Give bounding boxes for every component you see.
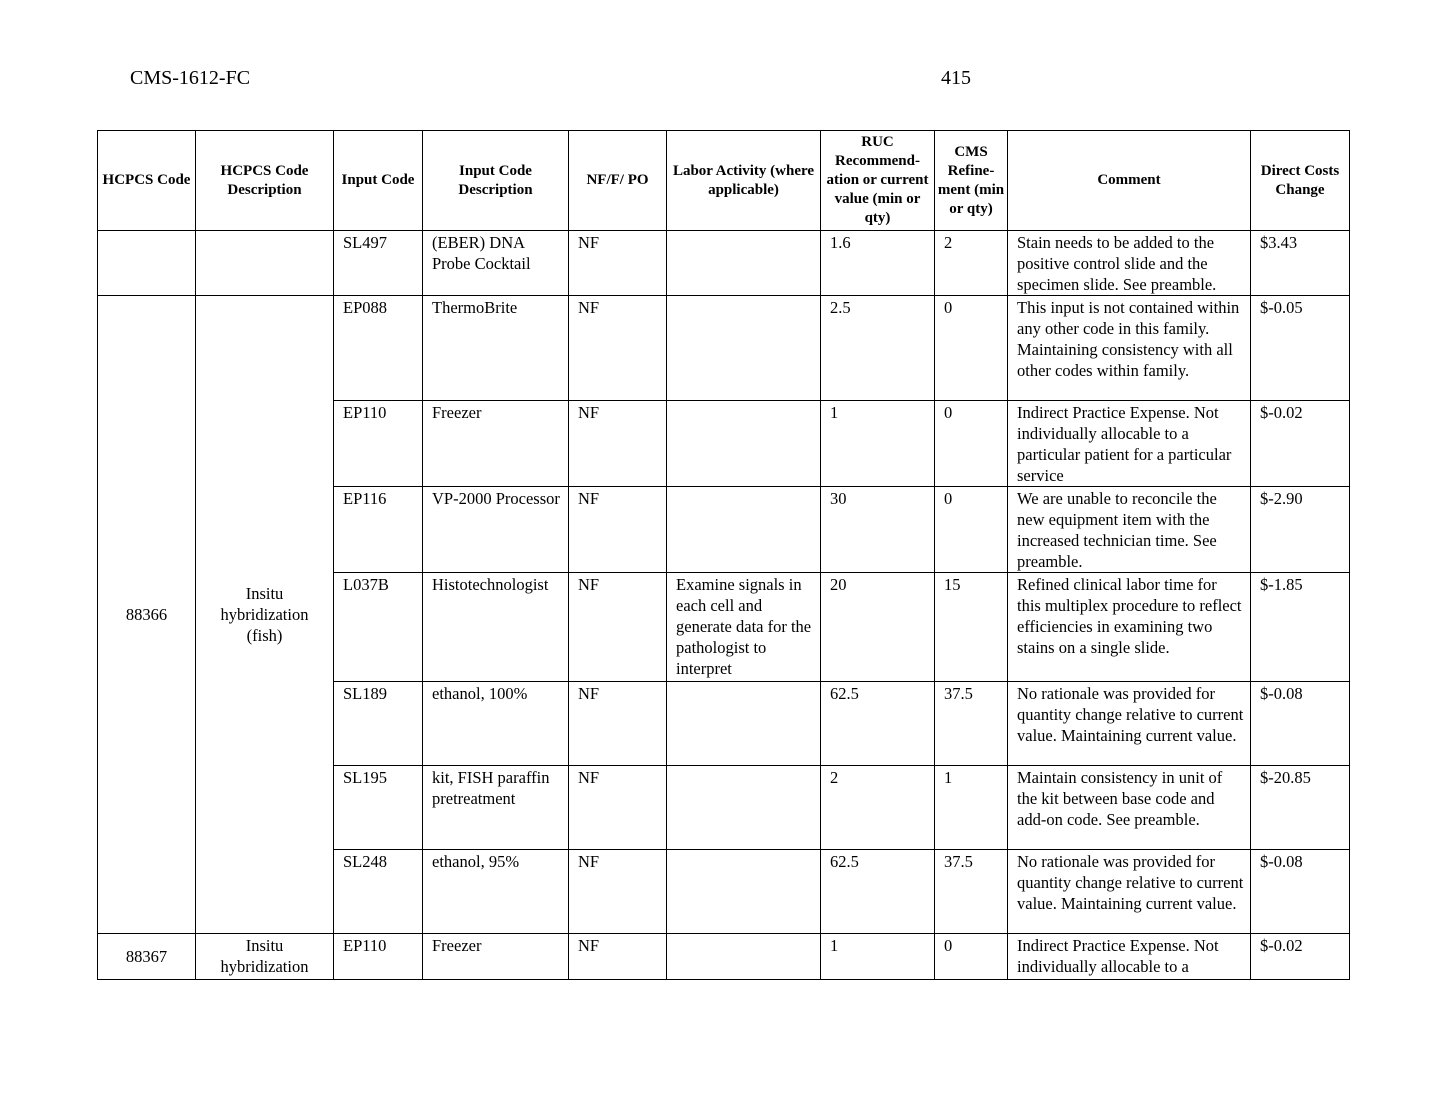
nf-f-po-cell: NF	[569, 766, 667, 850]
comment-cell: Stain needs to be added to the positive control slide and the specimen slide. See preamble.	[1008, 231, 1251, 296]
input-code-cell: SL189	[334, 682, 423, 766]
table-header-row	[98, 131, 1350, 231]
comment-cell: No rationale was provided for quantity change relative to current value. Maintaining current value.	[1008, 682, 1251, 766]
input-description-cell: Freezer	[423, 401, 569, 487]
labor-activity-cell: Examine signals in each cell and generate data for the pathologist to interpret	[667, 573, 821, 682]
input-code-cell: L037B	[334, 573, 423, 682]
comment-cell: We are unable to reconcile the new equipment item with the increased technician time. See preamble.	[1008, 487, 1251, 573]
labor-activity-cell	[667, 766, 821, 850]
hcpcs-description-cell: Insitu hybridization	[196, 934, 334, 980]
table-row	[98, 296, 1350, 401]
hcpcs-code-cell	[98, 231, 196, 296]
col-header-hcpcs-description: HCPCS Code Description	[196, 131, 334, 231]
input-description-cell: Histotechnologist	[423, 573, 569, 682]
input-description-cell: Freezer	[423, 934, 569, 980]
direct-costs-cell: $-0.08	[1251, 850, 1350, 934]
input-description-cell: ThermoBrite	[423, 296, 569, 401]
nf-f-po-cell: NF	[569, 487, 667, 573]
cms-refinement-cell: 1	[935, 766, 1008, 850]
cms-refinement-cell: 2	[935, 231, 1008, 296]
col-header-hcpcs-code: HCPCS Code	[98, 131, 196, 231]
ruc-value-cell: 2.5	[821, 296, 935, 401]
comment-cell: Indirect Practice Expense. Not individually allocable to a	[1008, 934, 1251, 980]
input-code-cell: EP110	[334, 401, 423, 487]
cms-refinement-cell: 0	[935, 296, 1008, 401]
page-number: 415	[941, 67, 971, 89]
hcpcs-code-cell: 88367	[98, 934, 196, 980]
ruc-value-cell: 62.5	[821, 682, 935, 766]
ruc-value-cell: 30	[821, 487, 935, 573]
cms-refinement-cell: 37.5	[935, 682, 1008, 766]
table-row	[98, 231, 1350, 296]
labor-activity-cell	[667, 401, 821, 487]
input-code-cell: EP116	[334, 487, 423, 573]
ruc-value-cell: 1	[821, 401, 935, 487]
nf-f-po-cell: NF	[569, 934, 667, 980]
direct-costs-cell: $-0.02	[1251, 401, 1350, 487]
hcpcs-code-cell: 88366	[98, 296, 196, 934]
practice-expense-table	[97, 130, 1350, 980]
direct-costs-cell: $-20.85	[1251, 766, 1350, 850]
input-description-cell: VP-2000 Processor	[423, 487, 569, 573]
ruc-value-cell: 1	[821, 934, 935, 980]
nf-f-po-cell: NF	[569, 296, 667, 401]
cms-refinement-cell: 15	[935, 573, 1008, 682]
labor-activity-cell	[667, 934, 821, 980]
cms-refinement-cell: 0	[935, 934, 1008, 980]
col-header-nf-f-po: NF/F/ PO	[569, 131, 667, 231]
direct-costs-cell: $3.43	[1251, 231, 1350, 296]
input-description-cell: kit, FISH paraffin pretreatment	[423, 766, 569, 850]
input-code-cell: SL497	[334, 231, 423, 296]
input-description-cell: (EBER) DNA Probe Cocktail	[423, 231, 569, 296]
labor-activity-cell	[667, 231, 821, 296]
col-header-input-code: Input Code	[334, 131, 423, 231]
cms-refinement-cell: 0	[935, 487, 1008, 573]
nf-f-po-cell: NF	[569, 573, 667, 682]
input-code-cell: EP110	[334, 934, 423, 980]
ruc-value-cell: 1.6	[821, 231, 935, 296]
nf-f-po-cell: NF	[569, 231, 667, 296]
input-code-cell: SL248	[334, 850, 423, 934]
labor-activity-cell	[667, 487, 821, 573]
direct-costs-cell: $-0.02	[1251, 934, 1350, 980]
nf-f-po-cell: NF	[569, 682, 667, 766]
table-row	[98, 934, 1350, 980]
document-id: CMS-1612-FC	[130, 67, 251, 89]
input-description-cell: ethanol, 95%	[423, 850, 569, 934]
input-code-cell: SL195	[334, 766, 423, 850]
hcpcs-description-cell	[196, 231, 334, 296]
direct-costs-cell: $-0.05	[1251, 296, 1350, 401]
ruc-value-cell: 2	[821, 766, 935, 850]
direct-costs-cell: $-2.90	[1251, 487, 1350, 573]
comment-cell: No rationale was provided for quantity change relative to current value. Maintaining current value.	[1008, 850, 1251, 934]
comment-cell: This input is not contained within any other code in this family. Maintaining consistency with all other codes within family.	[1008, 296, 1251, 401]
comment-cell: Maintain consistency in unit of the kit between base code and add-on code. See preamble.	[1008, 766, 1251, 850]
col-header-input-description: Input Code Description	[423, 131, 569, 231]
col-header-ruc-recommendation: RUC Recommend-ation or current value (min or qty)	[821, 131, 935, 231]
nf-f-po-cell: NF	[569, 850, 667, 934]
nf-f-po-cell: NF	[569, 401, 667, 487]
col-header-comment: Comment	[1008, 131, 1251, 231]
direct-costs-cell: $-0.08	[1251, 682, 1350, 766]
input-code-cell: EP088	[334, 296, 423, 401]
hcpcs-description-cell: Insitu hybridization (fish)	[196, 296, 334, 934]
labor-activity-cell	[667, 850, 821, 934]
labor-activity-cell	[667, 682, 821, 766]
col-header-direct-costs: Direct Costs Change	[1251, 131, 1350, 231]
col-header-cms-refinement: CMS Refine-ment (min or qty)	[935, 131, 1008, 231]
labor-activity-cell	[667, 296, 821, 401]
comment-cell: Indirect Practice Expense. Not individually allocable to a particular patient for a particular service	[1008, 401, 1251, 487]
input-description-cell: ethanol, 100%	[423, 682, 569, 766]
cms-refinement-cell: 0	[935, 401, 1008, 487]
cms-refinement-cell: 37.5	[935, 850, 1008, 934]
ruc-value-cell: 62.5	[821, 850, 935, 934]
ruc-value-cell: 20	[821, 573, 935, 682]
comment-cell: Refined clinical labor time for this multiplex procedure to reflect efficiencies in examining two stains on a single slide.	[1008, 573, 1251, 682]
col-header-labor-activity: Labor Activity (where applicable)	[667, 131, 821, 231]
direct-costs-cell: $-1.85	[1251, 573, 1350, 682]
